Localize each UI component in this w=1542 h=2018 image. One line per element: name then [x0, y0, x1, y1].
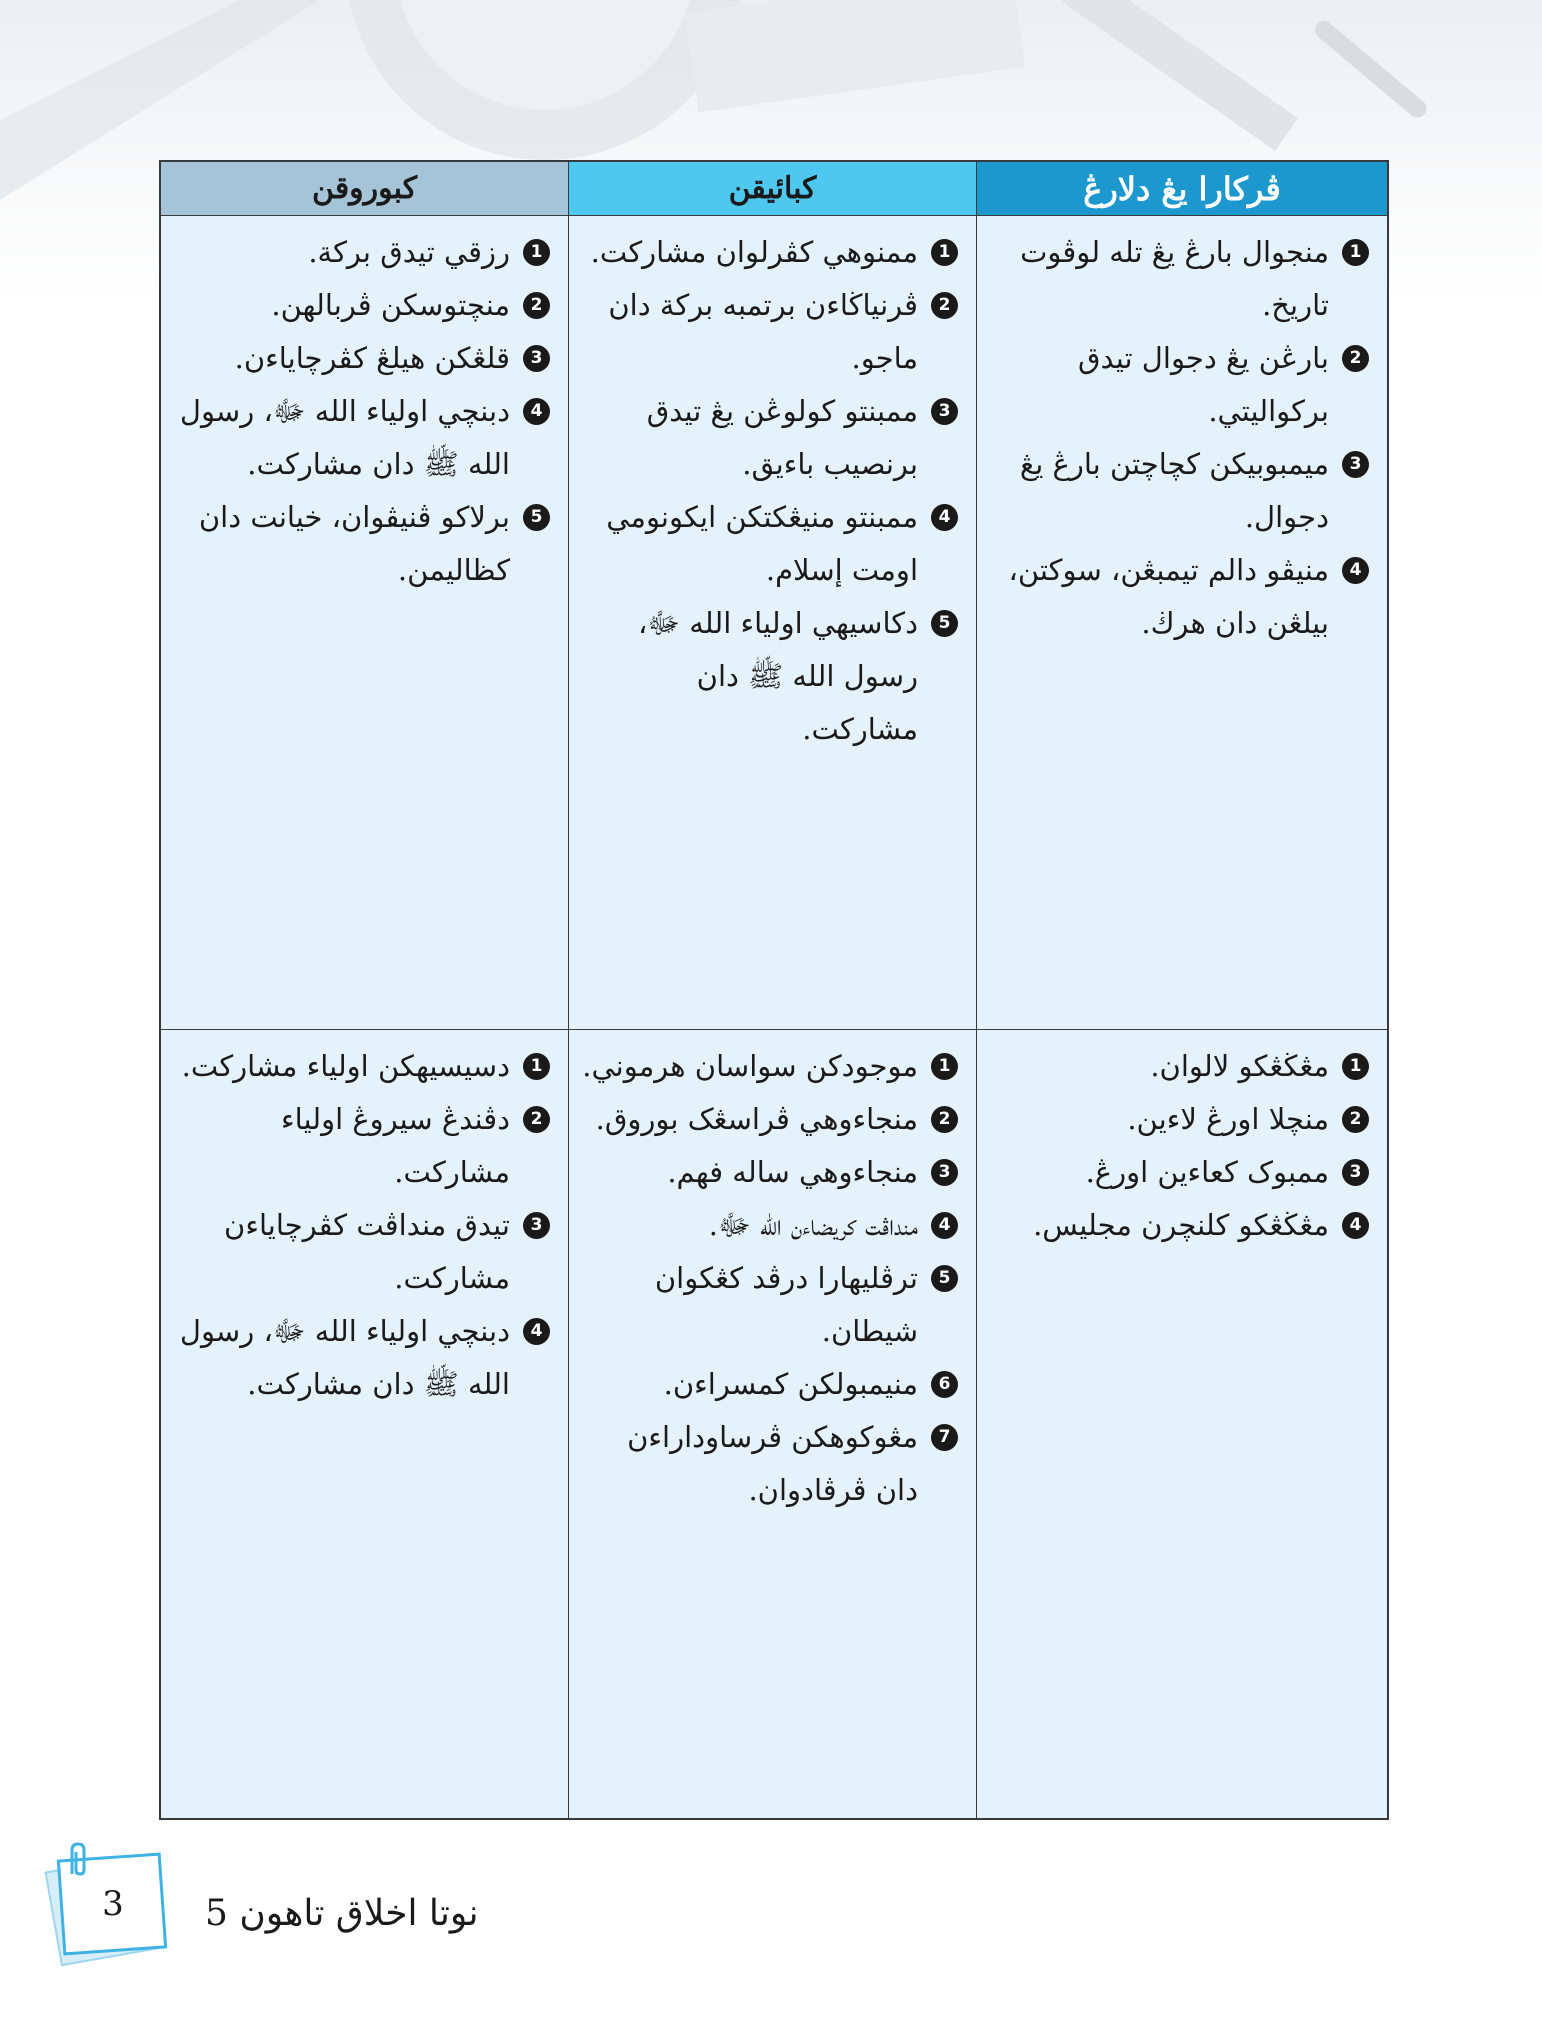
number-badge: 1: [1342, 1053, 1369, 1080]
list-item: [581, 385, 958, 491]
list-item: [581, 1146, 958, 1199]
item-text: منداڤت كريضاءن الله ﷻ.: [708, 1208, 918, 1242]
number-badge: 3: [1342, 451, 1369, 478]
item-text: ممبنتو كولوڠن يڠ تيدق برنصيب باءيق.: [646, 394, 918, 481]
number-badge: 2: [523, 1106, 550, 1133]
number-badge: 4: [523, 1318, 550, 1345]
list-item: [173, 226, 550, 279]
number-badge: 2: [523, 292, 550, 319]
list-item: [989, 1040, 1369, 1093]
number-badge: 5: [523, 504, 550, 531]
item-text: منجاءوهي ڤراسڠک بوروق.: [595, 1102, 918, 1136]
number-badge: 2: [1342, 345, 1369, 372]
item-text: دبنچي اولياء الله ﷻ، رسول الله ﷺ دان مشاركت.: [179, 1314, 510, 1401]
row1-negative-list: [173, 226, 550, 597]
item-text: ميمبوبيكن كچاچتن بارڠ يڠ دجوال.: [1019, 447, 1329, 534]
number-badge: 1: [931, 239, 958, 266]
comparison-table: [159, 160, 1389, 1820]
row1-positive-list: [581, 226, 958, 756]
number-badge: 4: [1342, 1212, 1369, 1239]
list-item: [581, 1093, 958, 1146]
list-item: [581, 1040, 958, 1093]
item-text: قلڠكن هيلڠ كڤرچاياءن.: [234, 341, 510, 375]
list-item: [989, 544, 1369, 650]
row1-prohibited-list: [989, 226, 1369, 650]
book-title: نوتا اخلاق تاهون 5: [205, 1893, 479, 1934]
list-item: [581, 1358, 958, 1411]
number-badge: 4: [523, 398, 550, 425]
item-text: تيدق منداڤت كڤرچاياءن مشاركت.: [224, 1208, 510, 1295]
item-text: دكاسيهي اولياء الله ﷻ، رسول الله ﷺ دان مشاركت.: [637, 606, 918, 746]
number-badge: 7: [931, 1424, 958, 1451]
list-item: [581, 491, 958, 597]
number-badge: 1: [1342, 239, 1369, 266]
item-text: ڤرنياڬاءن برتمبه بركة دان ماجو.: [608, 288, 918, 375]
item-text: منجوال بارڠ يڠ تله لوڤوت تاريخ.: [1020, 235, 1329, 322]
number-badge: 3: [931, 1159, 958, 1186]
number-badge: 3: [523, 1212, 550, 1239]
header-label: ڤركارا يڠ دلارڠ: [1083, 169, 1281, 208]
row1-prohibited-cell: [977, 216, 1387, 1030]
list-item: [581, 1199, 958, 1252]
number-badge: 2: [1342, 1106, 1369, 1133]
row2-prohibited-list: [989, 1040, 1369, 1252]
number-badge: 4: [931, 1212, 958, 1239]
number-badge: 3: [523, 345, 550, 372]
list-item: [581, 597, 958, 756]
item-text: دسيسيهكن اولياء مشاركت.: [181, 1049, 510, 1083]
list-item: [173, 385, 550, 491]
number-badge: 6: [931, 1371, 958, 1398]
number-badge: 3: [931, 398, 958, 425]
list-item: [989, 1146, 1369, 1199]
list-item: [173, 332, 550, 385]
item-text: منيمبولكن كمسراءن.: [663, 1367, 918, 1401]
item-text: دبنچي اولياء الله ﷻ، رسول الله ﷺ دان مشاركت.: [179, 394, 510, 481]
list-item: [581, 1411, 958, 1517]
row2-negative-list: [173, 1040, 550, 1411]
item-text: برلاكو ڤنيڤوان، خيانت دان كظاليمن.: [198, 500, 510, 587]
list-item: [581, 1252, 958, 1358]
header-positive-effects: [569, 162, 977, 216]
number-badge: 1: [523, 1053, 550, 1080]
list-item: [173, 1305, 550, 1411]
list-item: [989, 332, 1369, 438]
page-number: 3: [102, 1884, 124, 1924]
item-text: دڤندڠ سيروڠ اولياء مشاركت.: [281, 1102, 510, 1189]
row2-prohibited-cell: [977, 1030, 1387, 1818]
item-text: بارڠن يڠ دجوال تيدق بركواليتي.: [1078, 341, 1329, 428]
list-item: [173, 491, 550, 597]
row2-positive-list: [581, 1040, 958, 1517]
list-item: [173, 279, 550, 332]
item-text: ترڤليهارا درڤد كڠكوان شيطان.: [654, 1261, 918, 1348]
header-prohibited-matters: [977, 162, 1387, 216]
item-text: مڠڬڠكو لالوان.: [1150, 1049, 1329, 1083]
item-text: ممنوهي كڤرلوان مشاركت.: [590, 235, 918, 269]
list-item: [581, 226, 958, 279]
item-text: منچتوسكن ڤربالهن.: [271, 288, 510, 322]
list-item: [989, 1093, 1369, 1146]
list-item: [173, 1040, 550, 1093]
number-badge: 4: [931, 504, 958, 531]
item-text: منيڤو دالم تيمبڠن، سوكتن، بيلڠن دان هرڬ.: [1008, 553, 1329, 640]
item-text: موجودكن سواسان هرموني.: [582, 1049, 918, 1083]
list-item: [989, 1199, 1369, 1252]
item-text: رزقي تيدق بركة.: [308, 235, 510, 269]
item-text: ممبوک كعاءين اورڠ.: [1085, 1155, 1329, 1189]
list-item: [173, 1199, 550, 1305]
list-item: [989, 226, 1369, 332]
number-badge: 3: [1342, 1159, 1369, 1186]
item-text: مڠوكوهكن ڤرساوداراءن دان ڤرڤادوان.: [627, 1420, 918, 1507]
header-negative-effects: [161, 162, 569, 216]
number-badge: 1: [931, 1053, 958, 1080]
list-item: [989, 438, 1369, 544]
row1-positive-cell: [569, 216, 977, 1030]
number-badge: 4: [1342, 557, 1369, 584]
list-item: [581, 279, 958, 385]
page-number-tab: [52, 1848, 174, 1960]
item-text: مڠڬڠكو كلنچرن مجليس.: [1033, 1208, 1329, 1242]
item-text: منجاءوهي ساله فهم.: [667, 1155, 918, 1189]
item-text: منچلا اورڠ لاءين.: [1127, 1102, 1329, 1136]
row2-negative-cell: [161, 1030, 569, 1818]
row2-positive-cell: [569, 1030, 977, 1818]
header-label: كبائيقن: [728, 171, 817, 206]
number-badge: 1: [523, 239, 550, 266]
row1-negative-cell: [161, 216, 569, 1030]
header-label: كبوروقن: [312, 171, 417, 206]
number-badge: 2: [931, 1106, 958, 1133]
item-text: ممبنتو منيڠكتكن ايكونومي اومت إسلام.: [606, 500, 918, 587]
list-item: [173, 1093, 550, 1199]
number-badge: 5: [931, 610, 958, 637]
number-badge: 2: [931, 292, 958, 319]
number-badge: 5: [931, 1265, 958, 1292]
